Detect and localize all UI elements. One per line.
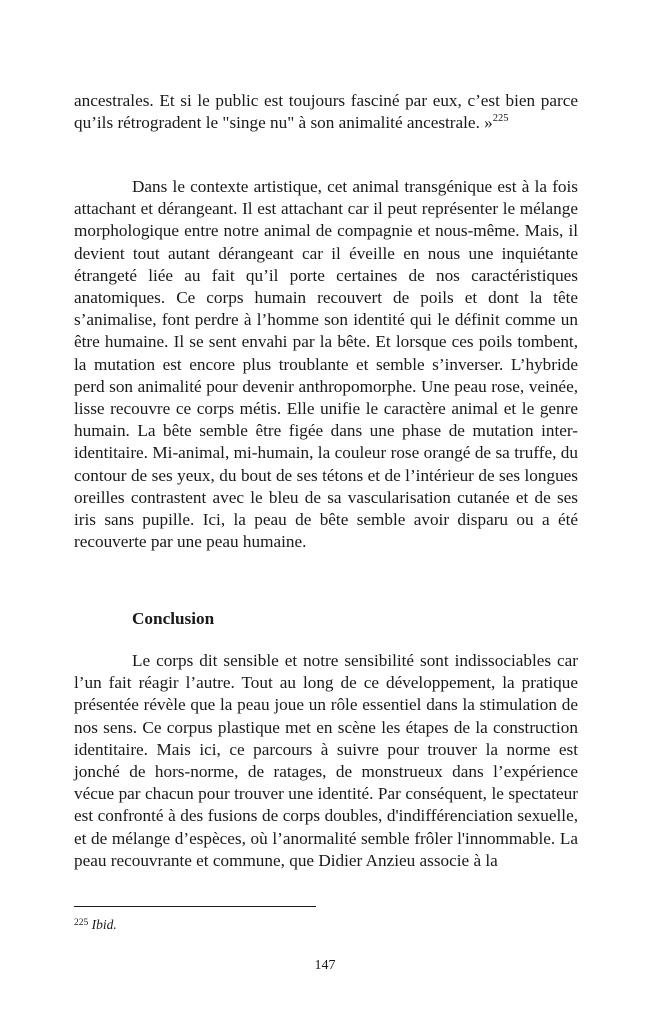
footnote-text: Ibid. [91, 917, 117, 932]
paragraph-3: Le corps dit sensible et notre sensibilité sont indissociables car l’un fait réagir l’autre. Tout au long de ce développement, la pratique présentée révèle que la peau joue un rôle essentiel dans la stimulation de nos sens. Ce corpus plastique met en scène les étapes de la construction identitaire. Mais ici, ce parcours à suivre pour trouver la norme est jonché de hors-norme, de ratages, de monstrueux dans l’expérience vécue par chacun pour trouver une identité. Par conséquent, le spectateur est confronté à des fusions de corps doubles, d'indifférenciation sexuelle, et de mélange d’espèces, où l’anormalité semble frôler l'innommable. La peau recouvrante et commune, que Didier Anzieu associe à la [74, 651, 578, 870]
page-number: 147 [314, 958, 336, 973]
footnote-reference[interactable]: 225 [492, 113, 509, 125]
footnote-separator [74, 906, 316, 907]
paragraph-1-text: ancestrales. Et si le public est toujours fasciné par eux, c’est bien parce qu’ils rétrogradent le "singe nu" à son animalité ancestrale. » [74, 91, 578, 133]
paragraph-continuation [74, 90, 578, 134]
paragraph-2: Dans le contexte artistique, cet animal transgénique est à la fois attachant et dérangeant. Il est attachant car il peut représenter le mélange morphologique entre notre animal de compagnie et nous-même. Mais, il devient tout autant dérangeant car il éveille en nous une inquiétante étrangeté liée au fait qu’il porte certaines de nos caractéristiques anatomiques. Ce corps humain recouvert de poils et dont la tête s’animalise, font perdre à l’homme son identité qui le définit comme un être humaine. Il se sent envahi par la bête. Et lorsque ces poils tombent, la mutation est encore plus troublante et semble s’inverser. L’hybride perd son animalité pour devenir anthropomorphe. Une peau rose, veinée, lisse recouvre ce corps métis. Elle unifie le caractère animal et le genre humain. La bête semble être figée dans une phase de mutation inter-identitaire. Mi-animal, mi-humain, la couleur rose orangé de sa truffe, du contour de ses yeux, du bout de ses tétons et de l’intérieur de ses longues oreilles contrastent avec le bleu de sa vascularisation cutanée et de ses iris sans pupille. Ici, la peau de bête semble avoir disparu ou a été recouverte par une peau humaine. [74, 177, 578, 552]
footnote-number: 225 [74, 918, 89, 928]
footnote [74, 916, 117, 934]
section-heading: Conclusion [132, 609, 215, 628]
